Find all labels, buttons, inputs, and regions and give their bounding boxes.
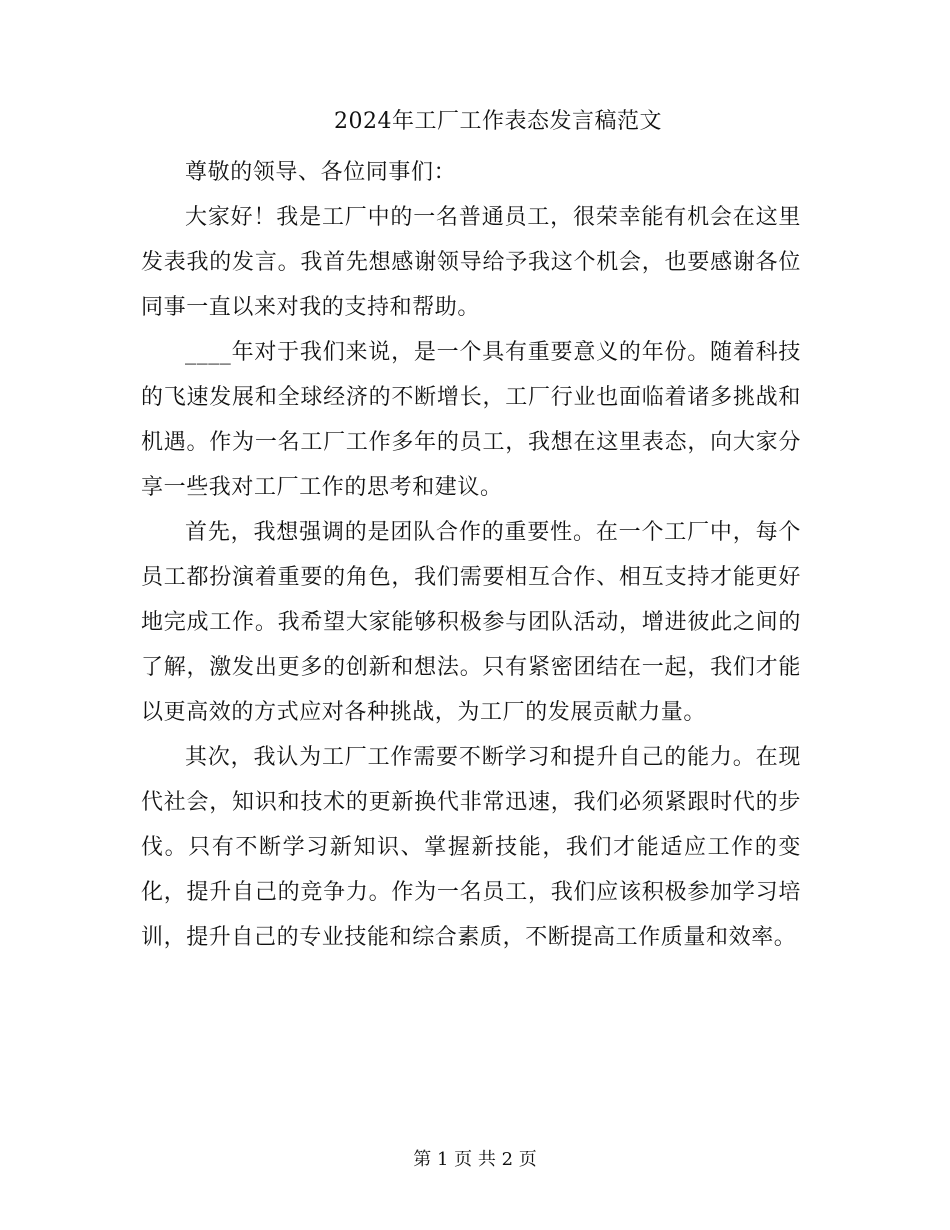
page-number-footer: 第 1 页 共 2 页 (413, 1149, 537, 1170)
paragraph-4: 其次，我认为工厂工作需要不断学习和提升自己的能力。在现代社会，知识和技术的更新换代非常迅速，我们必须紧跟时代的步伐。只有不断学习新知识、掌握新技能，我们才能适应工作的变化，提升自己的竞争力。作为一名员工，我们应该积极参加学习培训，提升自己的专业技能和综合素质，不断提高工作质量和效率。 (141, 745, 801, 950)
document-body (141, 150, 801, 960)
paragraph-2: ____年对于我们来说，是一个具有重要意义的年份。随着科技的飞速发展和全球经济的不断增长，工厂行业也面临着诸多挑战和机遇。作为一名工厂工作多年的员工，我想在这里表态，向大家分享一些我对工厂工作的思考和建议。 (141, 340, 801, 500)
salutation: 尊敬的领导、各位同事们： (185, 160, 457, 185)
paragraph-3: 首先，我想强调的是团队合作的重要性。在一个工厂中，每个员工都扮演着重要的角色，我们需要相互合作、相互支持才能更好地完成工作。我希望大家能够积极参与团队活动，增进彼此之间的了解，激发出更多的创新和想法。只有紧密团结在一起，我们才能以更高效的方式应对各种挑战，为工厂的发展贡献力量。 (141, 520, 801, 725)
paragraph-1: 大家好！我是工厂中的一名普通员工，很荣幸能有机会在这里发表我的发言。我首先想感谢领导给予我这个机会，也要感谢各位同事一直以来对我的支持和帮助。 (141, 205, 801, 320)
document-title: 2024年工厂工作表态发言稿范文 (334, 109, 662, 134)
